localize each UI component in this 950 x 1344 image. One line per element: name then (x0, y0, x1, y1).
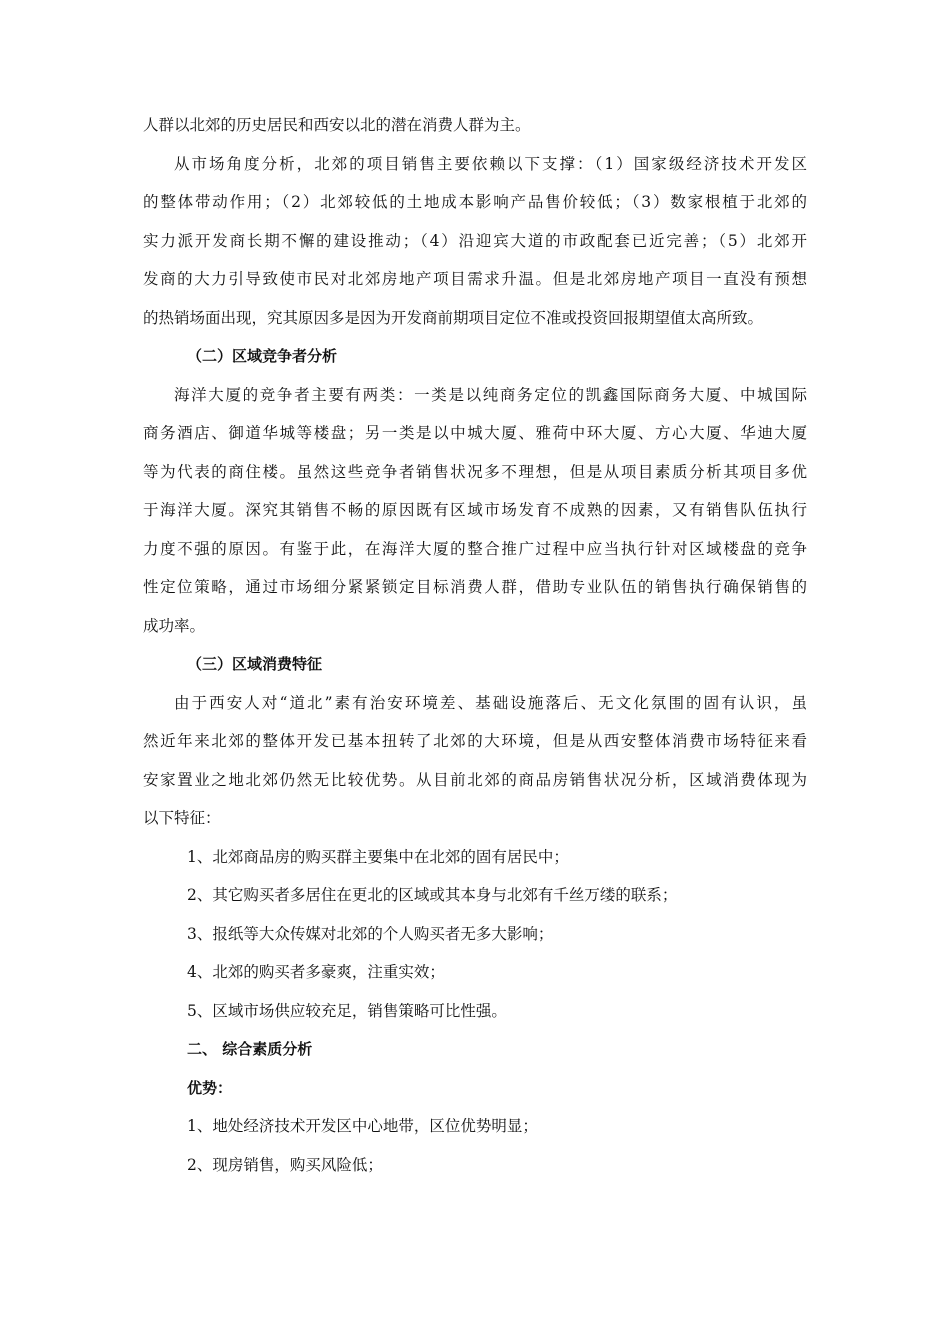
list-item (143, 915, 807, 954)
text-line: 发商的大力引导致使市民对北郊房地产项目需求升温。但是北郊房地产项目一直没有预想 (143, 270, 807, 288)
text-line: 的热销场面出现，究其原因多是因为开发商前期项目定位不准或投资回报期望值太高所致。 (143, 308, 764, 327)
text-line: 1、地处经济技术开发区中心地带，区位优势明显； (187, 1117, 538, 1135)
text-line: 人群以北郊的历史居民和西安以北的潜在消费人群为主。 (143, 116, 531, 134)
list-item (143, 1107, 807, 1146)
text-line: 性定位策略，通过市场细分紧紧锁定目标消费人群，借助专业队伍的销售执行确保销售的 (143, 578, 807, 596)
text-line: 力度不强的原因。有鉴于此，在海洋大厦的整合推广过程中应当执行针对区域楼盘的竞争 (143, 539, 807, 558)
text-line: 由于西安人对“道北”素有治安环境差、基础设施落后、无文化氛围的固有认识，虽 (174, 693, 807, 712)
text-line: 以下特征： (143, 809, 221, 827)
text-line: 4、北郊的购买者多豪爽，注重实效； (187, 963, 445, 981)
text-line: 等为代表的商住楼。虽然这些竞争者销售状况多不理想，但是从项目素质分析其项目多优 (143, 462, 807, 481)
text-line: 1、北郊商品房的购买群主要集中在北郊的固有居民中； (187, 847, 569, 866)
list-item (143, 953, 807, 992)
list-item (143, 1146, 807, 1185)
text-line: 2、现房销售，购买风险低； (187, 1155, 383, 1174)
section-heading (143, 1069, 807, 1108)
list-item (143, 838, 807, 877)
section-heading (143, 1030, 807, 1069)
text-line: 于海洋大厦。深究其销售不畅的原因既有区域市场发育不成熟的因素，又有销售队伍执行 (143, 501, 807, 519)
text-line: 商务酒店、御道华城等楼盘；另一类是以中城大厦、雅荷中环大厦、方心大厦、华迪大厦 (143, 424, 807, 442)
paragraph (143, 684, 807, 838)
paragraph (143, 106, 807, 145)
text-line: 二、 综合素质分析 (187, 1040, 313, 1058)
list-item (143, 992, 807, 1031)
text-line: 从市场角度分析，北郊的项目销售主要依赖以下支撑：（1）国家级经济技术开发区 (174, 154, 807, 173)
text-line: 然近年来北郊的整体开发已基本扭转了北郊的大环境，但是从西安整体消费市场特征来看 (143, 732, 807, 750)
text-line: 优势： (187, 1078, 233, 1097)
text-line: 2、其它购买者多居住在更北的区域或其本身与北郊有千丝万缕的联系； (187, 886, 678, 904)
document-page (143, 106, 807, 1184)
section-heading (143, 645, 807, 684)
text-line: 海洋大厦的竞争者主要有两类：一类是以纯商务定位的凯鑫国际商务大厦、中城国际 (174, 385, 807, 404)
text-line: （二）区域竞争者分析 (187, 347, 338, 365)
list-item (143, 876, 807, 915)
text-line: 3、报纸等大众传媒对北郊的个人购买者无多大影响； (187, 924, 554, 943)
paragraph (143, 376, 807, 646)
text-line: 的整体带动作用；（2）北郊较低的土地成本影响产品售价较低；（3）数家根植于北郊的 (143, 193, 807, 211)
section-heading (143, 337, 807, 376)
text-line: 5、区域市场供应较充足，销售策略可比性强。 (187, 1001, 507, 1020)
text-line: 成功率。 (143, 616, 206, 635)
paragraph (143, 145, 807, 338)
text-line: 安家置业之地北郊仍然无比较优势。从目前北郊的商品房销售状况分析，区域消费体现为 (143, 770, 807, 789)
text-line: 实力派开发商长期不懈的建设推动；（4）沿迎宾大道的市政配套已近完善；（5）北郊开 (143, 231, 807, 250)
text-line: （三）区域消费特征 (187, 655, 323, 673)
